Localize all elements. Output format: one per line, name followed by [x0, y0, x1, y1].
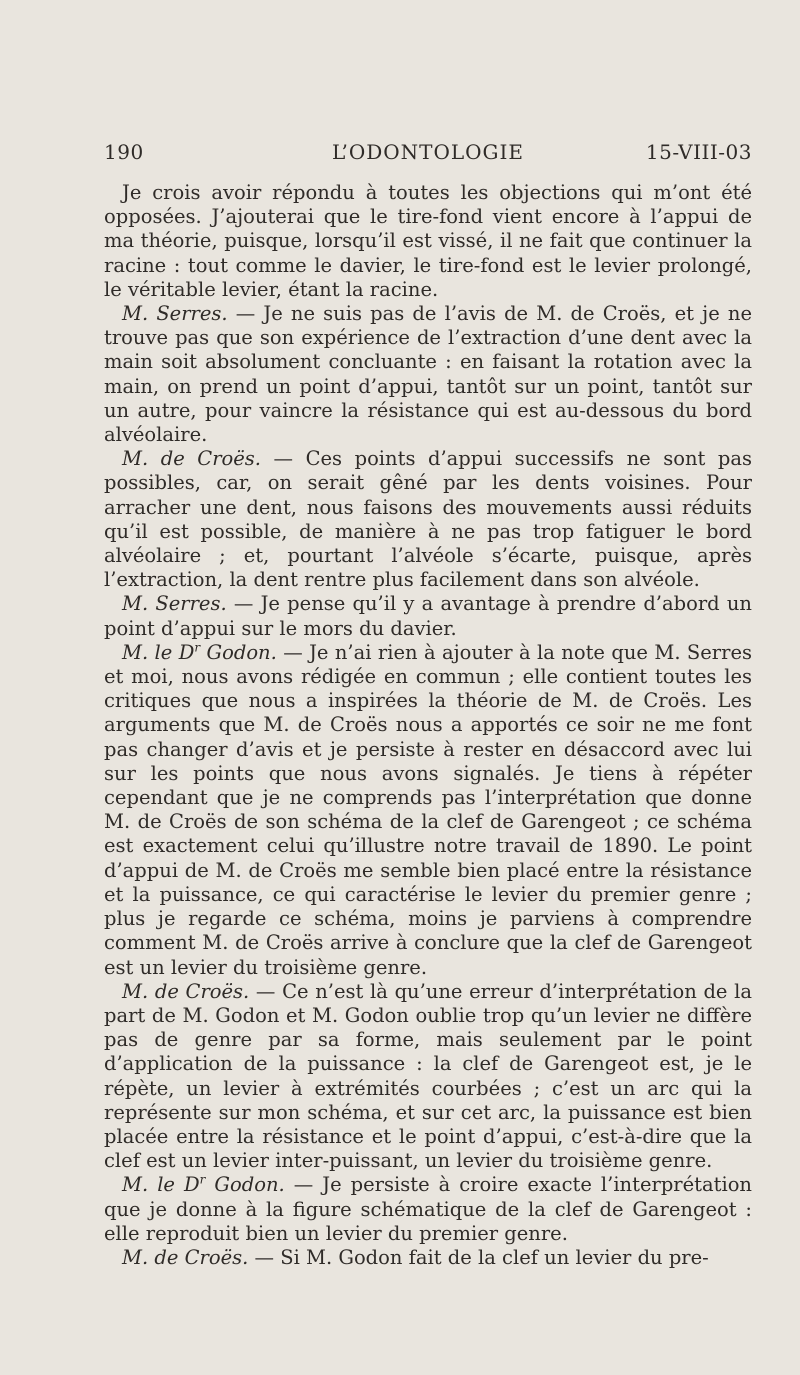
paragraph	[104, 1173, 752, 1246]
paragraph	[104, 447, 752, 592]
paragraph	[104, 592, 752, 640]
speaker-name-part: M. le D	[122, 640, 195, 664]
speaker-name: M. de Croës.	[122, 447, 261, 471]
speaker-name: M. de Croës.	[122, 979, 250, 1003]
speaker-name: M. Serres.	[122, 592, 227, 616]
paragraph	[104, 302, 752, 447]
paragraph-text: — Ces points d’appui successifs ne sont pas possibles, car, on serait gêné par les dents voisines. Pour arracher une dent, nous faisons des mouvements aussi réduits qu’il est possible, de manière à ne pas trop fatiguer le bord alvéolaire ; et, pourtant l’alvéole s’écarte, puisque, après l’extraction, la dent rentre plus facilement dans son alvéole.	[104, 447, 753, 592]
paragraph-text: — Je ne suis pas de l’avis de M. de Croës, et je ne trouve pas que son expérience de l’extraction d’une dent avec la main soit absolument concluante : en faisant la rotation avec la main, on prend un point d’appui, tantôt sur un point, tantôt sur un autre, pour vaincre la résistance qui est au-dessous du bord alvéolaire.	[104, 302, 752, 447]
issue-date: 15-VIII-03	[645, 140, 752, 164]
paragraph-text: — Si M. Godon fait de la clef un levier du pre-	[248, 1245, 709, 1269]
speaker-title-superscript: r	[199, 1172, 206, 1187]
paragraph-text: — Je persiste à croire exacte l’interprétation que je donne à la figure schématique de la clef de Garengeot : elle reproduit bien un levier du premier genre.	[104, 1173, 752, 1245]
page-body	[104, 181, 752, 1270]
paragraph	[104, 181, 752, 302]
paragraph-text: — Je pense qu’il y a avantage à prendre d’abord un point d’appui sur le mors du davier.	[104, 592, 752, 640]
speaker-name	[122, 1173, 285, 1196]
speaker-name: M. Serres.	[122, 302, 228, 326]
speaker-name	[122, 641, 277, 664]
speaker-name-part: Godon.	[205, 1173, 285, 1197]
journal-title: L’ODONTOLOGIE	[331, 140, 525, 164]
speaker-name-part: M. le D	[122, 1173, 200, 1197]
speaker-title-superscript: r	[194, 640, 201, 655]
paragraph	[104, 641, 752, 980]
paragraph-text: — Je n’ai rien à ajouter à la note que M. Serres et moi, nous avons rédigée en commun ; elle contient toutes les critiques que nous a inspirées la théorie de M. de Croës. Les arguments que M. de Croës nous a apportés ce soir ne me font pas changer d’avis et je persiste à rester en désaccord avec lui sur les points que nous avons signalés. Je tiens à répéter cependant que je ne comprends pas l’interprétation que donne M. de Croës de son schéma de la clef de Garengeot ; ce schéma est exactement celui qu’illustre notre travail de 1890. Le point d’appui de M. de Croës me semble bien placé entre la résistance et la puissance, ce qui caractérise le levier du premier genre ; plus je regarde ce schéma, moins je parviens à comprendre comment M. de Croës arrive à conclure que la clef de Garengeot est un levier du troisième genre.	[104, 640, 752, 979]
paragraph	[104, 1246, 752, 1270]
speaker-name-part: Godon.	[200, 640, 277, 664]
paragraph-text: Je crois avoir répondu à toutes les objections qui m’ont été opposées. J’ajouterai que le tire-fond vient encore à l’appui de ma théorie, puisque, lorsqu’il est vissé, il ne fait que continuer la racine : tout comme le davier, le tire-fond est le levier prolongé, le véritable levier, étant la racine.	[104, 181, 752, 301]
paragraph-text: — Ce n’est là qu’une erreur d’interprétation de la part de M. Godon et M. Godon oublie trop qu’un levier ne diffère pas de genre par sa forme, mais seulement par le point d’application de la puissance : la clef de Garengeot est, je le répète, un levier à extrémités courbées ; c’est un arc qui la représente sur mon schéma, et sur cet arc, la puissance est bien placée entre la résistance et le point d’appui, c’est-à-dire que la clef est un levier inter-puissant, un levier du troisième genre.	[104, 979, 752, 1173]
page-number: 190	[104, 140, 144, 164]
paragraph	[104, 980, 752, 1174]
speaker-name: M. de Croës.	[122, 1245, 249, 1269]
running-header	[104, 140, 752, 172]
